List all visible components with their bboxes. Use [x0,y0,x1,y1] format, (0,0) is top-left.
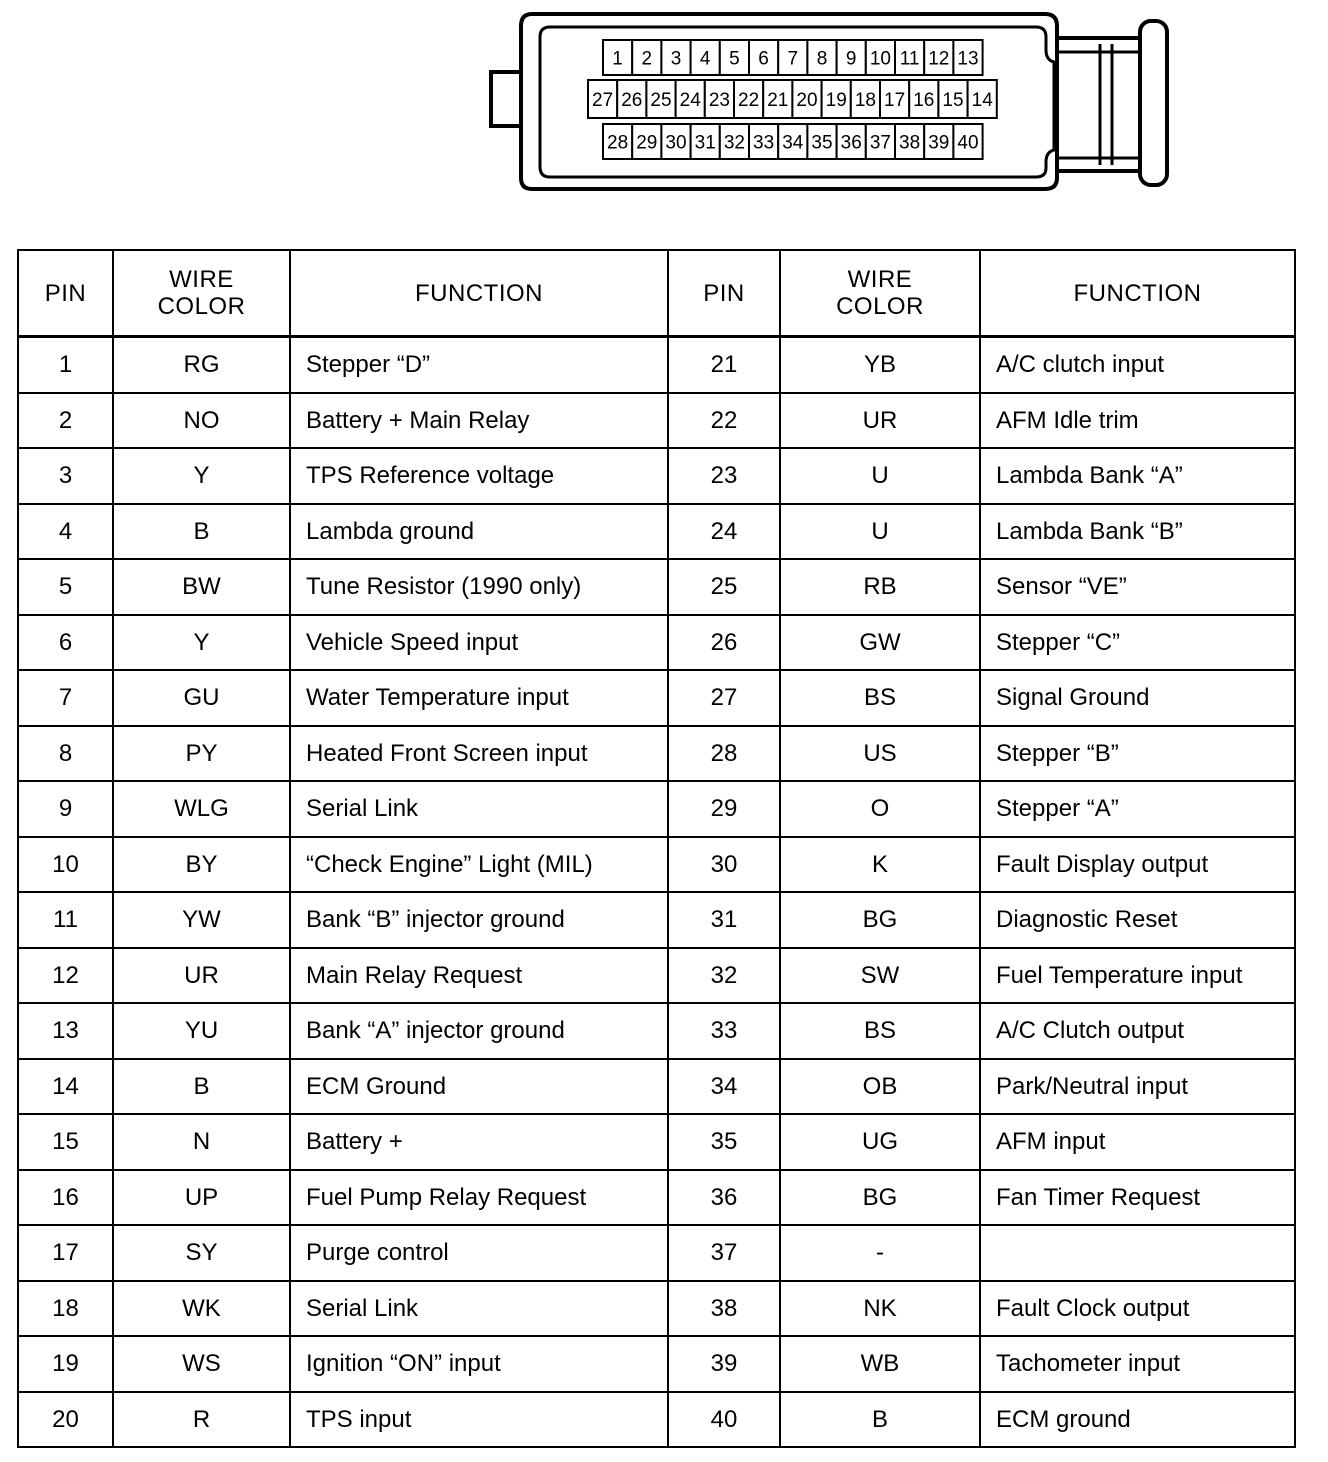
function-cell: Diagnostic Reset [980,892,1295,948]
function-cell: Stepper “A” [980,781,1295,837]
pin-number-cell: 37 [668,1225,780,1281]
header-wire-color-right [780,250,980,337]
function-cell: Tachometer input [980,1336,1295,1392]
ecm-connector-diagram [0,0,1328,220]
pin-number-cell: 14 [18,1059,113,1115]
pin-number-cell: 2 [18,393,113,449]
connector-pin-label: 10 [869,48,891,70]
wire-color-cell: O [780,781,980,837]
pin-number-cell: 24 [668,504,780,560]
connector-pin-label: 17 [884,90,906,111]
connector-pin-label: 25 [650,90,672,111]
pin-number-cell: 8 [18,726,113,782]
table-row [18,892,1295,948]
connector-pin-label: 7 [787,48,799,70]
function-cell: A/C clutch input [980,337,1295,393]
function-cell: Fuel Pump Relay Request [290,1170,668,1226]
connector-pin-label: 37 [869,132,891,154]
header-function-left: FUNCTION [290,250,668,337]
pin-number-cell: 34 [668,1059,780,1115]
wire-color-cell: UP [113,1170,290,1226]
wire-color-cell: UR [113,948,290,1004]
function-cell: TPS Reference voltage [290,448,668,504]
pin-number-cell: 25 [668,559,780,615]
connector-pin-label: 16 [913,90,935,111]
connector-left-tab [491,72,523,126]
table-row [18,337,1295,393]
pin-number-cell: 15 [18,1114,113,1170]
function-cell: “Check Engine” Light (MIL) [290,837,668,893]
connector-pin-label: 1 [612,48,623,70]
function-cell: Lambda Bank “B” [980,504,1295,560]
table-row [18,781,1295,837]
wire-color-cell: WS [113,1336,290,1392]
table-row [18,1336,1295,1392]
pin-number-cell: 7 [18,670,113,726]
pin-number-cell: 5 [18,559,113,615]
connector-pin-label: 39 [928,132,950,154]
pin-number-cell: 28 [668,726,780,782]
table-row [18,837,1295,893]
pin-number-cell: 6 [18,615,113,671]
wire-color-cell: BG [780,892,980,948]
connector-pin-label: 12 [928,48,950,70]
connector-pin-label: 20 [796,90,818,111]
function-cell: Signal Ground [980,670,1295,726]
function-cell: Ignition “ON” input [290,1336,668,1392]
function-cell: Park/Neutral input [980,1059,1295,1115]
pin-number-cell: 11 [18,892,113,948]
wire-color-cell: Y [113,448,290,504]
function-cell: Vehicle Speed input [290,615,668,671]
function-cell: Stepper “B” [980,726,1295,782]
function-cell: AFM Idle trim [980,393,1295,449]
header-wire-line1: WIRE [847,266,913,293]
wire-color-cell: RG [113,337,290,393]
table-header-row [18,250,1295,337]
wire-color-cell: YB [780,337,980,393]
table-row [18,559,1295,615]
table-row [18,615,1295,671]
pin-number-cell: 33 [668,1003,780,1059]
connector-pin-label: 35 [811,132,833,154]
pin-number-cell: 38 [668,1281,780,1337]
table-row [18,948,1295,1004]
pin-number-cell: 27 [668,670,780,726]
header-color-line2: COLOR [157,293,246,320]
pin-number-cell: 17 [18,1225,113,1281]
function-cell: Battery + Main Relay [290,393,668,449]
wire-color-cell: B [113,504,290,560]
function-cell: Stepper “D” [290,337,668,393]
function-cell: Serial Link [290,781,668,837]
pin-number-cell: 18 [18,1281,113,1337]
connector-pin-label: 19 [825,90,847,111]
wire-color-cell: SW [780,948,980,1004]
connector-pin-label: 27 [592,90,614,111]
function-cell: Bank “A” injector ground [290,1003,668,1059]
table-row [18,1225,1295,1281]
function-cell: TPS input [290,1392,668,1448]
function-cell: Fault Clock output [980,1281,1295,1337]
function-cell: Fan Timer Request [980,1170,1295,1226]
wire-color-cell: WK [113,1281,290,1337]
pin-number-cell: 32 [668,948,780,1004]
wire-color-cell: B [113,1059,290,1115]
header-function-right: FUNCTION [980,250,1295,337]
connector-pin-label: 40 [957,132,979,154]
wire-color-cell: YU [113,1003,290,1059]
connector-pin-label: 15 [942,90,964,111]
pin-grid [588,40,997,159]
wire-color-cell: Y [113,615,290,671]
header-wire-line1: WIRE [169,266,234,293]
table-row [18,1003,1295,1059]
pin-number-cell: 9 [18,781,113,837]
connector-pin-label: 29 [636,132,658,154]
wire-color-cell: N [113,1114,290,1170]
wire-color-cell: OB [780,1059,980,1115]
connector-pin-label: 21 [767,90,789,111]
connector-pin-label: 38 [899,132,921,154]
function-cell: Water Temperature input [290,670,668,726]
connector-pin-label: 36 [840,132,862,154]
table-row [18,393,1295,449]
header-color-line2: COLOR [836,293,924,320]
function-cell: Stepper “C” [980,615,1295,671]
function-cell: Lambda ground [290,504,668,560]
connector-pin-label: 34 [782,132,804,154]
table-row [18,1114,1295,1170]
function-cell: Serial Link [290,1281,668,1337]
function-cell [980,1225,1295,1281]
table-row [18,726,1295,782]
function-cell: Heated Front Screen input [290,726,668,782]
pin-number-cell: 26 [668,615,780,671]
pin-number-cell: 39 [668,1336,780,1392]
connector-pin-label: 14 [971,90,993,111]
connector-pin-label: 8 [816,48,828,70]
table-row [18,1059,1295,1115]
connector-pin-label: 18 [854,90,876,111]
wire-color-cell: BS [780,670,980,726]
wire-color-cell: BY [113,837,290,893]
wire-color-cell: SY [113,1225,290,1281]
wire-color-cell: US [780,726,980,782]
connector-pin-label: 3 [670,48,682,70]
wire-color-cell: R [113,1392,290,1448]
pin-number-cell: 29 [668,781,780,837]
header-pin-right: PIN [668,250,780,337]
connector-pin-label: 24 [679,90,701,111]
wire-color-cell: YW [113,892,290,948]
function-cell: Battery + [290,1114,668,1170]
pin-number-cell: 12 [18,948,113,1004]
wire-color-cell: UR [780,393,980,449]
function-cell: Sensor “VE” [980,559,1295,615]
function-cell: Fuel Temperature input [980,948,1295,1004]
connector-pin-label: 6 [758,48,769,70]
header-wire-color-left [113,250,290,337]
wire-color-cell: BG [780,1170,980,1226]
function-cell: Fault Display output [980,837,1295,893]
wire-color-cell: NK [780,1281,980,1337]
connector-pin-label: 32 [723,132,745,154]
connector-pin-label: 23 [708,90,730,111]
pin-number-cell: 10 [18,837,113,893]
wire-color-cell: U [780,504,980,560]
table-row [18,1392,1295,1448]
wire-color-cell: U [780,448,980,504]
connector-pin-label: 13 [957,48,979,70]
connector-pin-label: 9 [845,48,857,70]
pin-number-cell: 16 [18,1170,113,1226]
pin-number-cell: 4 [18,504,113,560]
pin-number-cell: 13 [18,1003,113,1059]
header-pin-left: PIN [18,250,113,337]
pin-number-cell: 30 [668,837,780,893]
connector-pin-label: 26 [621,90,643,111]
pin-number-cell: 3 [18,448,113,504]
connector-pin-label: 5 [729,48,740,70]
pin-number-cell: 31 [668,892,780,948]
wire-color-cell: UG [780,1114,980,1170]
wire-color-cell: B [780,1392,980,1448]
table-row [18,448,1295,504]
wire-color-cell: BW [113,559,290,615]
connector-pin-label: 33 [753,132,775,154]
wire-color-cell: WB [780,1336,980,1392]
function-cell: Main Relay Request [290,948,668,1004]
function-cell: A/C Clutch output [980,1003,1295,1059]
table-row [18,1281,1295,1337]
pinout-table [17,249,1296,1448]
wire-color-cell: K [780,837,980,893]
connector-pin-label: 11 [899,48,920,70]
lever-end-grip [1140,21,1167,185]
table-row [18,1170,1295,1226]
wire-color-cell: GW [780,615,980,671]
wire-color-cell: WLG [113,781,290,837]
function-cell: Tune Resistor (1990 only) [290,559,668,615]
pin-number-cell: 23 [668,448,780,504]
function-cell: Bank “B” injector ground [290,892,668,948]
pin-number-cell: 1 [18,337,113,393]
function-cell: ECM Ground [290,1059,668,1115]
function-cell: Purge control [290,1225,668,1281]
pin-number-cell: 35 [668,1114,780,1170]
pin-number-cell: 19 [18,1336,113,1392]
pinout-table-body [18,337,1295,1448]
function-cell: ECM ground [980,1392,1295,1448]
connector-pin-label: 28 [607,132,629,154]
table-row [18,670,1295,726]
connector-pin-label: 31 [694,132,716,154]
connector-pin-label: 22 [738,90,760,111]
wire-color-cell: BS [780,1003,980,1059]
pin-number-cell: 21 [668,337,780,393]
pin-number-cell: 36 [668,1170,780,1226]
pin-number-cell: 22 [668,393,780,449]
function-cell: Lambda Bank “A” [980,448,1295,504]
function-cell: AFM input [980,1114,1295,1170]
wire-color-cell: PY [113,726,290,782]
table-row [18,504,1295,560]
connector-pin-label: 4 [699,48,711,70]
wire-color-cell: NO [113,393,290,449]
pin-number-cell: 20 [18,1392,113,1448]
pin-number-cell: 40 [668,1392,780,1448]
wire-color-cell: - [780,1225,980,1281]
connector-pin-label: 2 [641,48,653,70]
wire-color-cell: GU [113,670,290,726]
wire-color-cell: RB [780,559,980,615]
connector-pin-label: 30 [665,132,687,154]
